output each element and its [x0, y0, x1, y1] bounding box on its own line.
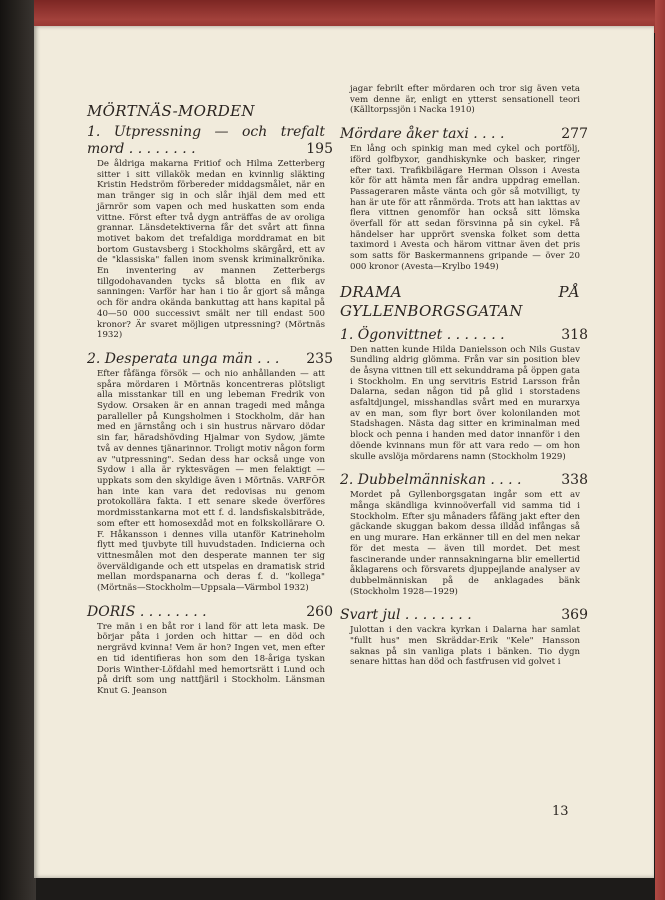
entry-title-text: 2. Dubbelmänniskan . . . .	[340, 472, 522, 489]
entry-summary-text: Julottan i den vackra kyrkan i Dalarna har samlat "fullt hus" men Skräddar-Erik "Kele" Hansson saknas på sin vanliga plats i bänken. Tio dygn senare hittas han död och fastfrusen vid golvet i	[350, 625, 580, 668]
entry-title	[87, 124, 333, 158]
book-cover-right-edge	[655, 0, 665, 900]
entry-summary-text: En lång och spinkig man med cykel och portfölj, iförd golfbyxor, gandhiskynke och basker, ringer efter taxi. Trafikbilägare Herman Olsson i Avesta kör för att hämta men får andra uppdrag emellan. Passageraren måste vänta och gör så motvilligt, ty han är ute för att rånmörda. Trots att han iakttas av flera vittnen genomför han också sitt lömska överfall för att sedan försvinna på sin cykel. Få händelser har upprört svenska folket som detta taximord i Avesta och härom vittnar även det pris som satts för Baskermannens gripande — över 20 000 kronor (Avesta—Krylbo 1949)	[350, 144, 580, 272]
entry	[340, 126, 588, 272]
entry-page-number: 195	[306, 141, 333, 157]
entry-summary	[350, 144, 580, 272]
book-page	[34, 26, 654, 878]
entry-summary	[97, 622, 325, 697]
entry-summary-text: Efter fåfänga försök — och nio anhållanden — att spåra mördaren i Mörtnäs koncentreras plötsligt alla misstankar till en ung lebeman Fredrik von Sydow. Orsaken är en annan tragedi med många paralleller på Kungsholmen i Stockholm, där han med en järnstång och i sin hustrus närvaro dödar sin far, häradshövding Hjalmar von Sydow, jämte två av dennes tjänarinnor. Troligt motiv någon form av "utpressning". Sedan dess har också unge von Sydow i alla är ryktesvägen — men felaktigt — uppkats som den skyldige även i Mörtnäs. VARFÖR han inte kan vara det redovisas nu genom protokollära fakta. I ett senare skede överföres mordmisstankarna mot ett f. d. landsfiskalsbiträde, som efter ett homosexdåd mot en folkskollärare O. F. Håkansson i dennes villa utanför Katrineholm flytt med tjuvbyte till huvudstaden. Indicierna och vittnesmålen mot den desperate mannen ter sig överväldigande och ett utspelas en dramatisk strid mellan mordspanarna och deras f. d. "kollega" (Mörtnäs—Stockholm—Uppsala—Värmbol 1932)	[97, 368, 325, 594]
entry-summary-text: Den natten kunde Hilda Danielsson och Nils Gustav Sundling aldrig glömma. Från var sin position blev de åsyna vittnen till ett sekunddrama på öppen gata i Stockholm. En ung servitris Estrid Larsson från Dalarna, sedan någon tid på glid i storstadens asfaltdjungel, misshandlas svårt med en murarxya av en man, som flyr bort över kolonilanden mot Stadshagen. Nästa dag sitter en kriminalman med block och penna i handen med dator innanför i den döende kvinnans mun för att vara redo — om hon skulle avslöja mördarens namn (Stockholm 1929)	[350, 344, 580, 462]
entry-page-number: 260	[306, 603, 333, 620]
entry-title-text: 1. Utpressning — och trefalt mord . . . . . . . .	[87, 124, 325, 157]
entry-summary-text: jagar febrilt efter mördaren och tror sig även veta vem denne är, enligt en ytterst sensationell teori (Källtorpssjön i Nacka 1910)	[350, 84, 580, 116]
section-title: MÖRTNÄS-MORDEN	[87, 102, 255, 120]
page-number: 13	[552, 804, 569, 819]
entry-title-text: 2. Desperata unga män . . .	[87, 350, 280, 367]
entry-summary-text: Tre män i en båt ror i land för att leta mask. De börjar påta i jorden och hittar — en död och nergrävd kvinna! Vem är hon? Ingen vet, men efter en tid identifieras hon som den 18-åriga tyskan Doris Winther-Löfdahl med hemortsrätt i Lund och på drift som ung nattfjäril i Stockholm. Länsman Knut G. Jeanson	[97, 621, 325, 696]
entry-summary	[97, 369, 325, 594]
entry-title	[340, 326, 588, 344]
entry-summary-continued	[350, 84, 580, 116]
section-title: DRAMA PÅ GYLLENBORGSGATAN	[340, 282, 580, 320]
left-column	[87, 102, 333, 707]
entry-page-number: 318	[561, 326, 588, 343]
entry-title	[340, 126, 588, 143]
entry	[340, 326, 588, 463]
entry	[340, 472, 588, 597]
entry-summary	[350, 345, 580, 463]
entry-title-text: 1. Ögonvittnet . . . . . . .	[340, 326, 505, 343]
entry-summary-text: De åldriga makarna Fritiof och Hilma Zetterberg sitter i sitt villakök medan en kvinnlig släkting Kristin Hedström förbereder middagsmålet, när en man tränger sig in och slår ihjäl dem med ett järnrör som vapen och med huskatten som enda vittne. Först efter två dygn anträffas de av oroliga grannar. Länsdetektiverna får det svårt att finna motivet bakom det trefaldiga morddramat en bit bortom Gustavsberg i Stockholms skärgård, ett av de "klassiska" fallen inom svensk kriminalkrönika. En inventering av mannen Zetterbergs tillgodohavanden tycks så blotta en flik av sanningen: Varför har han i tio år gjort så många och för andra okända bankuttag att hans kapital på 40—50 000 successivt smält ner till endast 500 kronor? Är svaret möjligen utpressning? (Mörtnäs 1932)	[97, 159, 325, 341]
entry-title	[340, 607, 588, 624]
entry	[87, 350, 333, 594]
entry-page-number: 369	[561, 607, 588, 624]
entry-title-text: Mördare åker taxi . . . .	[340, 126, 505, 143]
entry-summary-text: Mordet på Gyllenborgsgatan ingår som ett av många skändliga kvinnoöverfall vid samma tid i Stockholm. Efter sju månaders fåfäng jakt efter den gäckande skuggan bakom dessa illdåd infångas så en ung murare. Han erkänner till en del men nekar för det mesta — även till mordet. Det mest fascinerande under rannsakningarna blir emellertid åklagarens och försvarets djuppejlande analyser av dubbelmänniskan på de anklagades bänk (Stockholm 1928—1929)	[350, 490, 580, 597]
entry	[87, 603, 333, 697]
entry-title-text: DORIS . . . . . . . .	[87, 603, 207, 620]
entry-title	[87, 603, 333, 621]
entry-page-number: 235	[306, 350, 333, 367]
entry	[340, 607, 588, 668]
entry-title-text: Svart jul . . . . . . . .	[340, 607, 472, 624]
right-column	[340, 84, 588, 678]
entry-summary	[350, 490, 580, 597]
entry-summary	[350, 625, 580, 668]
entry	[87, 124, 333, 341]
entry-summary	[97, 159, 325, 341]
entry-page-number: 277	[561, 126, 588, 143]
entry-page-number: 338	[561, 472, 588, 489]
book-spine	[0, 0, 36, 900]
entry-title	[340, 472, 588, 489]
entry-title	[87, 350, 333, 368]
